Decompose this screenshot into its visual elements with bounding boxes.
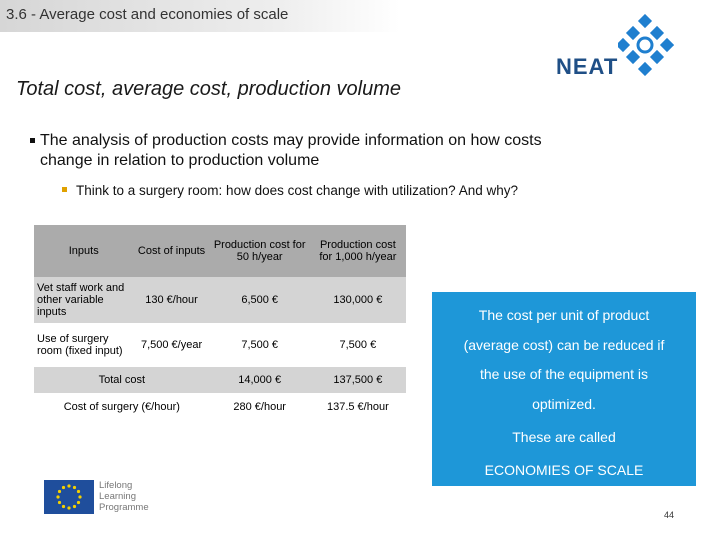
total-cost-50: 14,000 € <box>210 367 310 393</box>
callout-line2: (average cost) can be reduced if <box>463 337 665 353</box>
row2-input: Use of surgery room (fixed input) <box>34 323 133 367</box>
callout-line6: ECONOMIES OF SCALE <box>484 462 644 478</box>
row2-cost-1000: 7,500 € <box>310 323 406 367</box>
header-cost-of-inputs: Cost of inputs <box>133 225 209 277</box>
row1-cost-50: 6,500 € <box>210 277 310 323</box>
sub-bullet <box>62 183 662 198</box>
cost-per-hour-row <box>34 393 406 421</box>
main-bullet <box>30 131 630 171</box>
header-bar <box>0 0 400 32</box>
sub-bullet-square-icon <box>62 187 67 192</box>
sub-bullet-text: Think to a surgery room: how does cost change with utilization? And why? <box>76 183 518 198</box>
row2-cost: 7,500 €/year <box>133 323 209 367</box>
cost-table <box>34 225 406 421</box>
programme-line2: Learning <box>99 491 136 502</box>
programme-line1: Lifelong <box>99 480 133 491</box>
header-inputs: Inputs <box>34 225 133 277</box>
logo-diamond-icon <box>618 14 674 76</box>
neat-logo <box>556 14 676 84</box>
cost-per-hour-label: Cost of surgery (€/hour) <box>34 393 210 421</box>
cost-per-hour-50: 280 €/hour <box>210 393 310 421</box>
header-production-1000: Production cost for 1,000 h/year <box>310 225 406 277</box>
programme-label <box>99 480 149 513</box>
callout-line4: optimized. <box>532 396 596 412</box>
slide-header-title: 3.6 - Average cost and economies of scale <box>6 6 289 23</box>
header-production-50: Production cost for 50 h/year <box>210 225 310 277</box>
table-row <box>34 323 406 367</box>
row1-cost: 130 €/hour <box>133 277 209 323</box>
callout-line3: the use of the equipment is <box>479 366 649 382</box>
total-cost-1000: 137,500 € <box>310 367 406 393</box>
programme-line3: Programme <box>99 502 149 513</box>
row1-cost-1000: 130,000 € <box>310 277 406 323</box>
economies-of-scale-callout <box>432 292 696 486</box>
total-cost-row <box>34 367 406 393</box>
lifelong-learning-logo <box>44 480 174 514</box>
table-header-row <box>34 225 406 277</box>
logo-text: NEAT <box>556 54 619 79</box>
page-number: 44 <box>664 510 675 520</box>
row2-cost-50: 7,500 € <box>210 323 310 367</box>
cost-per-hour-1000: 137.5 €/hour <box>310 393 406 421</box>
slide-subtitle: Total cost, average cost, production volume <box>16 78 402 100</box>
callout-line5: These are called <box>512 429 616 445</box>
row1-input: Vet staff work and other variable inputs <box>34 277 133 323</box>
table-row <box>34 277 406 323</box>
eu-flag-icon <box>44 480 94 514</box>
callout-line1: The cost per unit of product <box>478 307 650 323</box>
total-cost-label: Total cost <box>34 367 210 393</box>
main-bullet-line2: change in relation to production volume <box>40 152 320 169</box>
bullet-square-icon <box>30 138 35 143</box>
main-bullet-line1: The analysis of production costs may provide information on how costs <box>40 132 542 149</box>
